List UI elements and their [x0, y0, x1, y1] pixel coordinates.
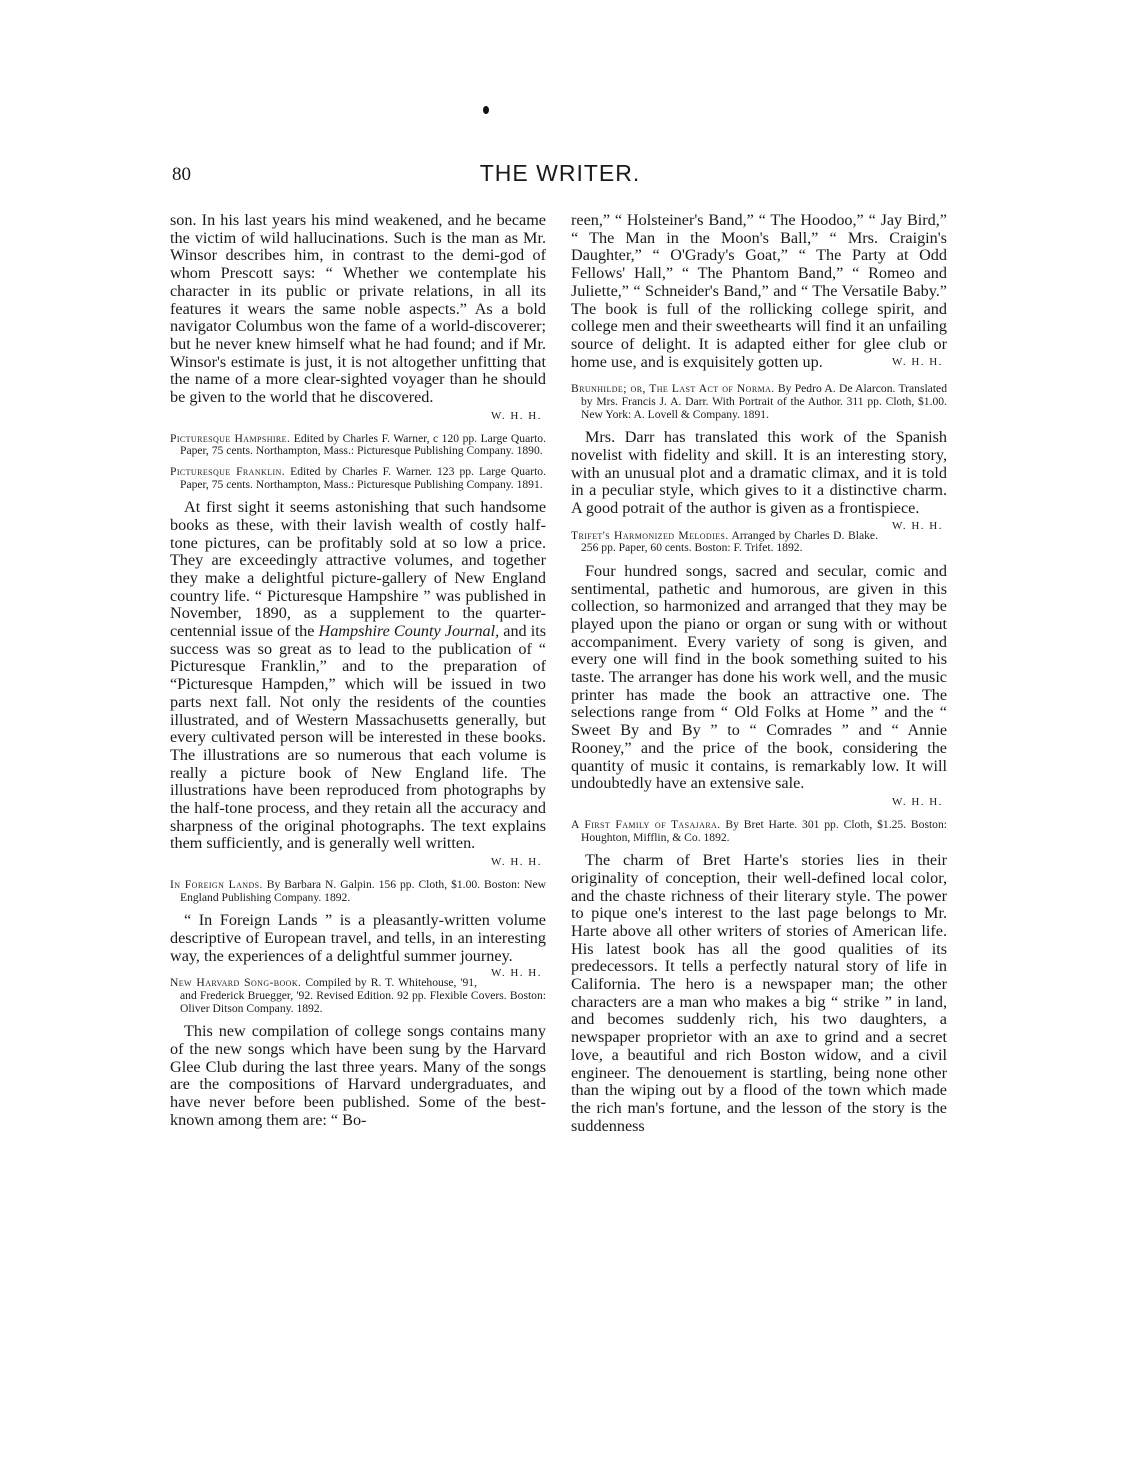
- page-header: [172, 160, 948, 190]
- paragraph-columbus-end: son. In his last years his mind weakened, and he became the victim of wild hallucinations. Such is the man as Mr. Winsor describes him, in contrast to the demi-god of whom Prescott says: “ Whether we contemplate his character in its public or private relations, in all its features it wears the same noble aspects.” As a bold navigator Columbus won the fame of a world-discoverer; but he never knew himself what he had found; and if Mr. Winsor's estimate is just, it is not altogether unfitting that the name of a more clear-sighted voyager than he should be given to the world that he discovered.: [170, 212, 546, 407]
- notice-details: By Bret Harte. 301 pp. Cloth, $1.25. Boston: Houghton, Mifflin, & Co. 1892.: [581, 817, 947, 844]
- text-run: At first sight it seems astonishing that such handsome books as these, with their lavish wealth of costly half-tone pictures, can be profitably sold at so low a price. They are exceedingly attractive volumes, and together they make a delightful picture-gallery of New England country life. “ Picturesque Hampshire ” was published in November, 1890, as a supplement to the quarter-centennial issue of the: [170, 498, 546, 641]
- signature: W. H. H.: [490, 967, 542, 980]
- signature: W. H. H.: [891, 519, 943, 532]
- notice-title: New Harvard Song-book.: [170, 976, 302, 990]
- text-run: and its success was so great as to lead to the publication of “ Picturesque Franklin,” and to the preparation of “Picturesque Hampden,” which will be issued in two parts next fall. Not only the residents of the counties illustrated, and of Western Massachusetts generally, but every cultivated person will be interested in these books. The illustrations are so numerous that each volume is really a picture book of New England life. The illustrations have been reproduced from photographs by the half-tone process, and they retain all the accuracy and sharpness of the original photographs. The text explains them sufficiently, and is generally well written.: [170, 622, 546, 853]
- review-notice-franklin: [170, 466, 546, 491]
- review-notice-tasajara: [571, 819, 947, 844]
- notice-details: Compiled by R. T. Whitehouse, '91, and Frederick Bruegger, '92. Revised Edition. 92 pp. Flexible Covers. Boston: Oliver Ditson Company. 1892.: [180, 976, 546, 1015]
- notice-title: A First Family of Tasajara.: [571, 817, 721, 831]
- signature: W. H. H.: [490, 856, 542, 869]
- running-title: THE WRITER.: [479, 160, 641, 186]
- review-notice-brunhilde: [571, 383, 947, 421]
- notice-title: Trifet's Harmonized Melodies.: [571, 528, 729, 542]
- notice-title: Picturesque Franklin.: [170, 464, 286, 478]
- signature: W. H. H.: [490, 409, 542, 422]
- page-number: 80: [172, 164, 191, 185]
- review-notice-hampshire: [170, 433, 546, 458]
- ink-speck: [483, 106, 489, 114]
- notice-details: Edited by Charles F. Warner, c 120 pp. Large Quarto. Paper, 75 cents. Northampton, Mass.: Picturesque Publishing Company. 1890.: [180, 431, 546, 458]
- paragraph-bret-harte: The charm of Bret Harte's stories lies in their originality of conception, their well-defined local color, and the chaste richness of their literary style. The power to pique one's interest to the last page belongs to Mr. Harte above all other writers of stories of American life. His latest book has all the good qualities of its predecessors. It tells a perfectly natural story of life in California. The hero is a newspaper man; the other characters are a man who makes a big “ strike ” in land, and becomes suddenly rich, his two daughters, a newspaper proprietor with an axe to grind and a secret love, a beautiful and rich Boston widow, and a civil engineer. The denouement is startling, being none other than the wiping out by a flood of the town which made the rich man's fortune, and the lesson of the story is the suddenness: [571, 851, 947, 1135]
- notice-title: Picturesque Hampshire.: [170, 431, 291, 445]
- journal-title: Hampshire County Journal,: [318, 622, 500, 641]
- paragraph-harvard-continued: [571, 212, 947, 371]
- paragraph-brunhilde: [571, 428, 947, 532]
- notice-details: Edited by Charles F. Warner. 123 pp. Large Quarto. Paper, 75 cents. Northampton, Mass.: Picturesque Publishing Company. 1891.: [180, 464, 546, 491]
- notice-details: By Pedro A. De Alarcon. Translated by Mrs. Francis J. A. Darr. With Portrait of the Author. 311 pp. Cloth, $1.00. New York: A. Lovell & Company. 1891.: [581, 382, 947, 421]
- notice-details: Arranged by Charles D. Blake. 256 pp. Paper, 60 cents. Boston: F. Trifet. 1892.: [581, 528, 878, 555]
- review-notice-foreign-lands: [170, 879, 546, 904]
- paragraph-foreign-lands: [170, 911, 546, 980]
- signature: W. H. H.: [891, 355, 943, 368]
- paragraph-harmonized-melodies: Four hundred songs, sacred and secular, comic and sentimental, pathetic and humorous, are given in this collection, so harmonized and arranged that they may be played upon the piano or organ or sung with or without accompaniment. Every variety of song is given, and every one will find in the book something suited to his taste. The arranger has done his work well, and the music printer has made the book an attractive one. The selections range from “ Old Folks at Home ” and the “ Sweet By and By ” to “ Comrades ” and “ Annie Rooney,” and the price of the book, considering the quantity of music it contains, is remarkably low. It will undoubtedly have an extensive sale.: [571, 561, 947, 793]
- text-run: reen,” “ Holsteiner's Band,” “ The Hoodoo,” “ Jay Bird,” “ The Man in the Moon's Ball,” “ Mrs. Craigin's Daughter,” “ O'Grady's Goat,” “ The Party at Odd Fellows' Hall,” “ The Phantom Band,” “ Romeo and Juliette,” “ Schneider's Band,” and “ The Versatile Baby.” The book is full of the rollicking college spirit, and college men and their sweethearts will find it an unfailing source of delight. It is adapted either for glee club or home use, and is exquisitely gotten up.: [571, 212, 947, 371]
- notice-title: Brunhilde; or, The Last Act of Norma.: [571, 382, 775, 396]
- paragraph-harvard-songs: This new compilation of college songs contains many of the new songs which have been sung by the Harvard Glee Club during the last three years. Many of the songs are the compositions of Harvard undergraduates, and have never before been published. Some of the best-known among them are: “ Bo-: [170, 1022, 546, 1129]
- notice-title: In Foreign Lands.: [170, 878, 263, 892]
- signature: W. H. H.: [891, 795, 943, 808]
- text-run: “ In Foreign Lands ” is a pleasantly-written volume descriptive of European travel, and tells, in an interesting way, the experiences of a delightful summer journey.: [170, 911, 546, 965]
- right-column: [571, 212, 947, 1317]
- text-run: Mrs. Darr has translated this work of the Spanish novelist with fidelity and skill. It is an interesting story, with an unusual plot and a dramatic climax, and it is told in a peculiar style, which gives to it a distinctive charm. A good potrait of the author is given as a frontispiece.: [571, 428, 947, 517]
- notice-details: By Barbara N. Galpin. 156 pp. Cloth, $1.00. Boston: New England Publishing Company. 1892.: [180, 878, 546, 904]
- left-column: [170, 212, 546, 1317]
- paragraph-picturesque: [170, 499, 546, 853]
